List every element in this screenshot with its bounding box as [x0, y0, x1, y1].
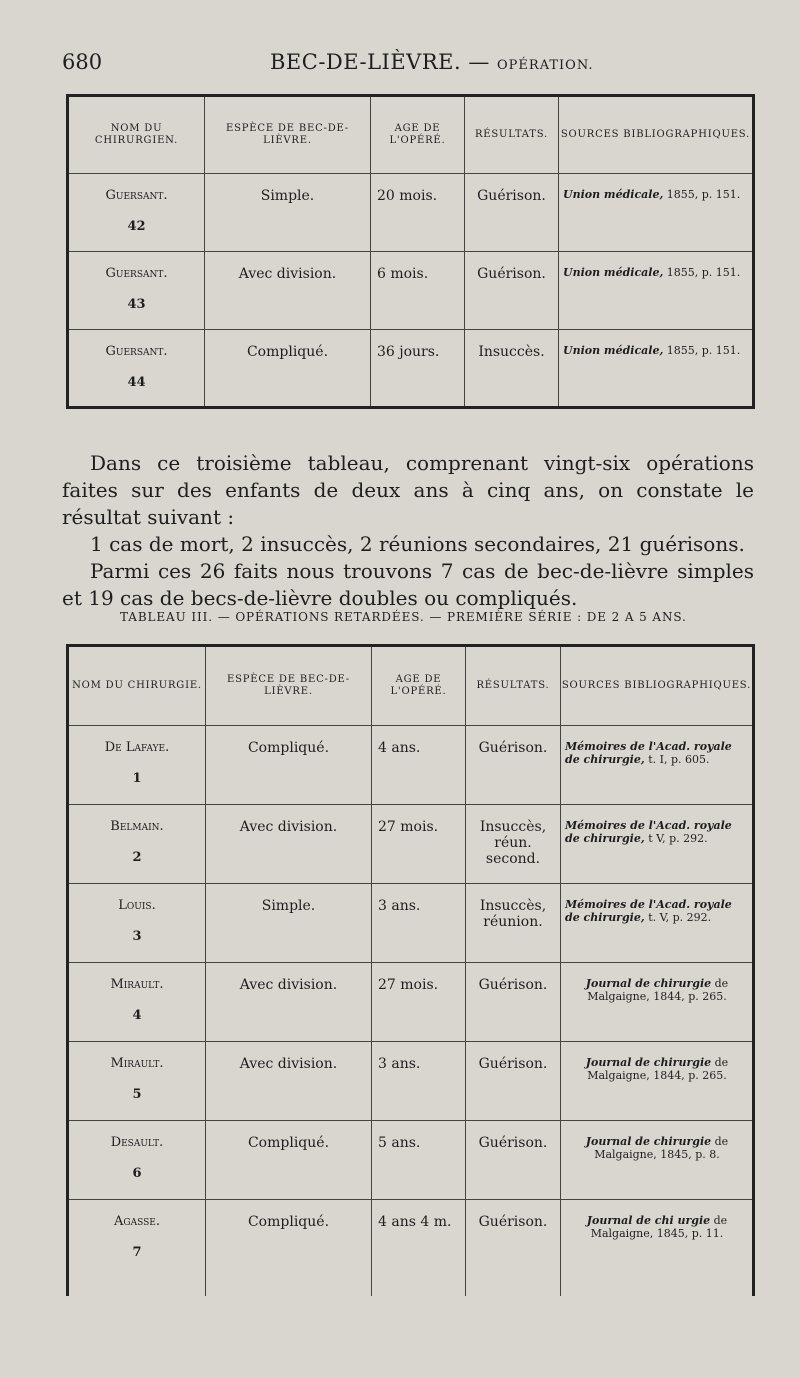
source-cell — [559, 252, 754, 330]
result-cell: Guérison. — [466, 1121, 561, 1200]
result-cell: Guérison. — [466, 1200, 561, 1296]
table-row — [68, 726, 754, 805]
paragraph-2: 1 cas de mort, 2 insuccès, 2 réunions secondaires, 21 guérisons. — [90, 532, 745, 556]
type-cell: Compliqué. — [206, 1121, 372, 1200]
case-number: 2 — [132, 850, 142, 865]
paragraph-1: Dans ce troisième tableau, comprenant vingt-six opérations faites sur des enfants de deux ans à cinq ans, on constate le résultat suivant : — [62, 451, 754, 529]
surgeon-name: De Lafaye. — [104, 740, 170, 755]
case-number: 6 — [132, 1166, 142, 1181]
table-row — [68, 1121, 754, 1200]
result-cell: Guérison. — [466, 726, 561, 805]
source-reference: de Malgaigne, 1845, p. 11. — [590, 1214, 728, 1240]
case-number: 7 — [132, 1245, 142, 1260]
page-number: 680 — [62, 50, 103, 74]
surgeon-name: Mirault. — [110, 1056, 164, 1071]
surgeon-name: Mirault. — [110, 977, 164, 992]
result-cell: Insuccès, réun. second. — [466, 805, 561, 884]
case-number: 1 — [132, 771, 142, 786]
surgeon-name: Desault. — [110, 1135, 164, 1150]
table-caption: TABLEAU III. — OPÉRATIONS RETARDÉES. — PREMIÈRE SÉRIE : DE 2 A 5 ANS. — [120, 610, 687, 624]
age-cell: 3 ans. — [372, 1042, 466, 1121]
source-cell — [561, 884, 754, 963]
source-journal: Journal de chi urgie — [586, 1214, 711, 1227]
source-cell — [561, 1121, 754, 1200]
surgeon-name: Guersant. — [105, 188, 168, 203]
type-cell: Compliqué. — [205, 330, 371, 408]
column-header-type: ESPÈCE DE BEC-DE-LIÈVRE. — [205, 96, 371, 174]
source-journal: Mémoires de l'Acad. royale de chirurgie, — [565, 819, 732, 845]
source-journal: Journal de chirurgie — [585, 1056, 712, 1069]
surgeon-name: Belmain. — [110, 819, 164, 834]
source-journal: Union médicale, — [563, 266, 664, 279]
surgeon-name: Guersant. — [105, 344, 168, 359]
case-number: 5 — [132, 1087, 142, 1102]
type-cell: Avec division. — [205, 252, 371, 330]
case-number: 42 — [127, 219, 146, 234]
result-cell: Guérison. — [465, 252, 559, 330]
type-cell: Simple. — [206, 884, 372, 963]
surgeon-cell — [68, 174, 205, 252]
source-reference: 1855, p. 151. — [666, 344, 741, 357]
surgeon-name: Louis. — [118, 898, 156, 913]
age-cell: 4 ans. — [372, 726, 466, 805]
type-cell: Avec division. — [206, 805, 372, 884]
source-cell — [561, 726, 754, 805]
source-reference: t V, p. 292. — [648, 832, 708, 845]
source-cell — [561, 1200, 754, 1296]
case-number: 43 — [127, 297, 146, 312]
source-reference: t. I, p. 605. — [648, 753, 710, 766]
type-cell: Compliqué. — [206, 1200, 372, 1296]
surgeon-cell — [68, 805, 206, 884]
age-cell: 3 ans. — [372, 884, 466, 963]
age-cell: 27 mois. — [372, 805, 466, 884]
source-journal: Union médicale, — [563, 344, 664, 357]
source-journal: Mémoires de l'Acad. royale de chirurgie, — [565, 898, 732, 924]
source-cell — [559, 330, 754, 408]
surgeon-cell — [68, 330, 205, 408]
surgeon-name: Guersant. — [105, 266, 168, 281]
surgeon-cell — [68, 1121, 206, 1200]
surgeon-name: Agasse. — [114, 1214, 160, 1229]
age-cell: 5 ans. — [372, 1121, 466, 1200]
column-header-type: ESPÈCE DE BEC-DE-LIÈVRE. — [206, 646, 372, 726]
table-row — [68, 1200, 754, 1296]
table-row — [68, 963, 754, 1042]
running-dash: — — [468, 50, 490, 74]
column-header-result: RÉSULTATS. — [465, 96, 559, 174]
case-number: 4 — [132, 1008, 142, 1023]
age-cell: 36 jours. — [371, 330, 465, 408]
table-header-row — [68, 96, 754, 174]
table-continuation — [66, 94, 755, 409]
surgeon-cell — [68, 1042, 206, 1121]
column-header-age: AGE DE L'OPÉRÉ. — [372, 646, 466, 726]
running-subtitle: OPÉRATION. — [497, 58, 594, 73]
type-cell: Simple. — [205, 174, 371, 252]
table-row — [68, 174, 754, 252]
running-head — [270, 50, 594, 74]
table-row — [68, 1042, 754, 1121]
type-cell: Compliqué. — [206, 726, 372, 805]
age-cell: 27 mois. — [372, 963, 466, 1042]
source-reference: 1855, p. 151. — [666, 188, 741, 201]
surgeon-cell — [68, 252, 205, 330]
source-reference: de Malgaigne, 1844, p. 265. — [587, 1056, 729, 1082]
column-header-surgeon: NOM DU CHIRURGIE. — [68, 646, 206, 726]
source-cell — [559, 174, 754, 252]
case-number: 3 — [132, 929, 142, 944]
source-cell — [561, 805, 754, 884]
type-cell: Avec division. — [206, 963, 372, 1042]
table-iii — [66, 644, 755, 1296]
table-row — [68, 884, 754, 963]
paragraph-3: Parmi ces 26 faits nous trouvons 7 cas de bec-de-lièvre simples et 19 cas de becs-de-lièvre doubles ou compliqués. — [62, 559, 754, 610]
source-reference: t. V, p. 292. — [648, 911, 712, 924]
source-cell — [561, 963, 754, 1042]
age-cell: 4 ans 4 m. — [372, 1200, 466, 1296]
running-title: BEC-DE-LIÈVRE. — [270, 50, 462, 74]
column-header-result: RÉSULTATS. — [466, 646, 561, 726]
source-journal: Union médicale, — [563, 188, 664, 201]
case-number: 44 — [127, 375, 146, 390]
column-header-surgeon: NOM DU CHIRURGIEN. — [68, 96, 205, 174]
surgeon-cell — [68, 726, 206, 805]
source-journal: Journal de chirurgie — [585, 1135, 712, 1148]
result-cell: Guérison. — [466, 1042, 561, 1121]
surgeon-cell — [68, 963, 206, 1042]
type-cell: Avec division. — [206, 1042, 372, 1121]
source-cell — [561, 1042, 754, 1121]
source-reference: de Malgaigne, 1845, p. 8. — [594, 1135, 729, 1161]
source-reference: 1855, p. 151. — [666, 266, 741, 279]
source-journal: Mémoires de l'Acad. royale de chirurgie, — [565, 740, 732, 766]
result-cell: Guérison. — [465, 174, 559, 252]
column-header-age: AGE DE L'OPÉRÉ. — [371, 96, 465, 174]
age-cell: 20 mois. — [371, 174, 465, 252]
body-text — [62, 450, 754, 612]
result-cell: Insuccès, réunion. — [466, 884, 561, 963]
surgeon-cell — [68, 1200, 206, 1296]
result-cell: Insuccès. — [465, 330, 559, 408]
source-journal: Journal de chirurgie — [585, 977, 712, 990]
column-header-sources: SOURCES BIBLIOGRAPHIQUES. — [561, 646, 754, 726]
age-cell: 6 mois. — [371, 252, 465, 330]
result-cell: Guérison. — [466, 963, 561, 1042]
column-header-sources: SOURCES BIBLIOGRAPHIQUES. — [559, 96, 754, 174]
table-row — [68, 805, 754, 884]
table-row — [68, 252, 754, 330]
surgeon-cell — [68, 884, 206, 963]
source-reference: de Malgaigne, 1844, p. 265. — [587, 977, 729, 1003]
table-header-row — [68, 646, 754, 726]
table-row — [68, 330, 754, 408]
